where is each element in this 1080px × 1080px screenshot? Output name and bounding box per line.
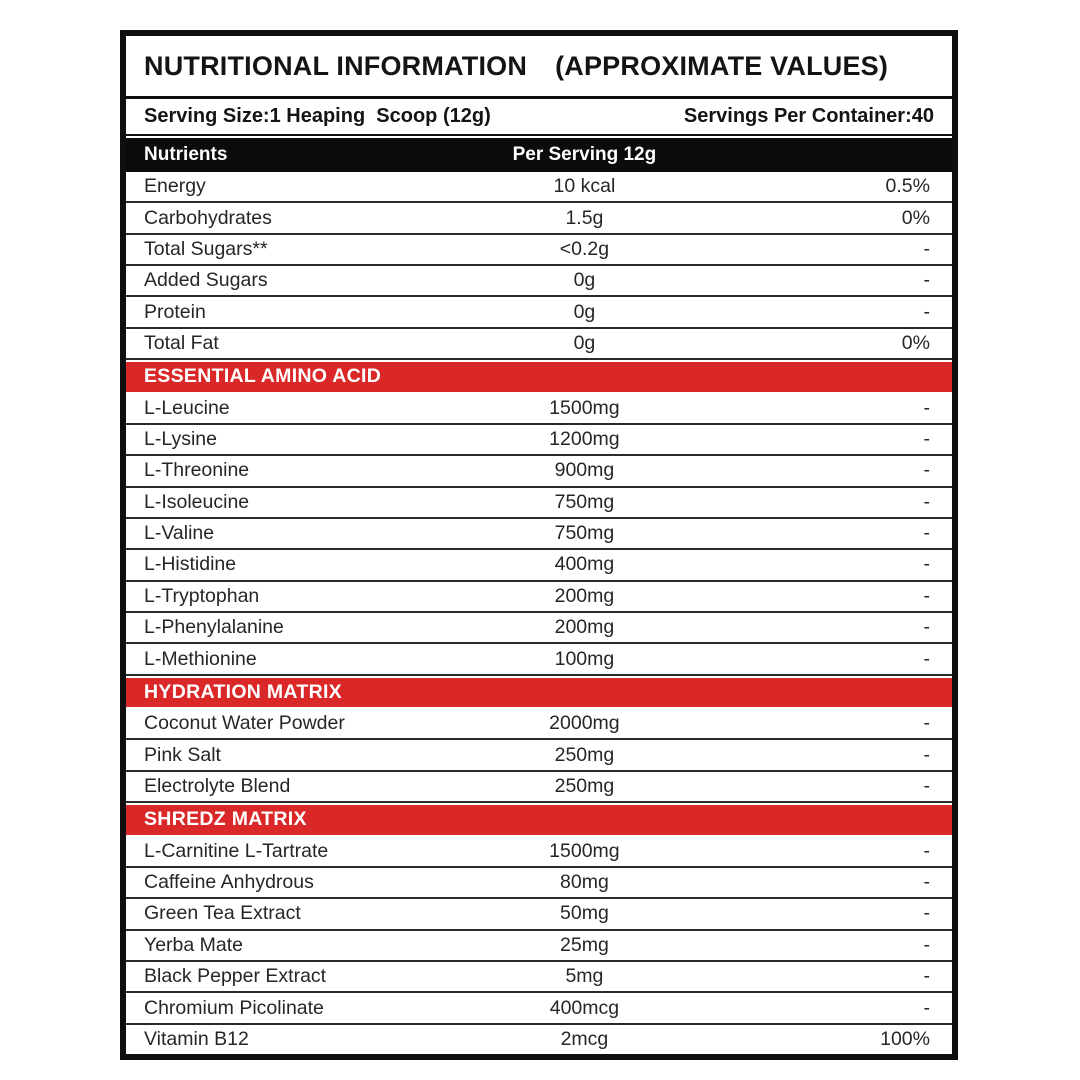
nutrient-percent: - [923,584,930,607]
nutrient-amount: 50mg [560,902,609,925]
nutrient-name: Protein [144,300,206,323]
rows-area [126,172,952,1054]
column-header-nutrients: Nutrients [144,144,228,165]
nutrient-name: Black Pepper Extract [144,965,327,988]
nutrient-name: Pink Salt [144,743,221,766]
nutrient-row [126,266,952,297]
nutrient-row [126,931,952,962]
nutrient-name: Carbohydrates [144,206,272,229]
nutrient-amount: 250mg [554,775,615,797]
nutrient-amount: 1500mg [549,396,620,419]
nutrient-name: Chromium Picolinate [144,996,324,1019]
nutrient-amount: 1500mg [549,839,620,862]
nutrient-percent: - [923,775,930,797]
servings-per-container-text: Servings Per Container:40 [683,105,934,127]
nutrient-amount: 0g [573,300,596,323]
nutrient-name: Yerba Mate [144,933,244,956]
nutrient-name: L-Isoleucine [144,490,250,513]
column-header-per-serving: Per Serving 12g [512,144,657,165]
nutrient-name: L-Carnitine L-Tartrate [144,839,329,862]
nutrient-name: Total Sugars** [144,237,268,260]
nutrient-amount: 750mg [554,522,615,545]
nutrient-amount: <0.2g [559,237,610,260]
nutrient-name: Coconut Water Powder [144,712,345,735]
nutrient-amount: 0g [573,269,596,292]
nutrient-percent: - [923,300,930,323]
nutrient-name: L-Threonine [144,459,250,482]
nutrient-percent: - [923,490,930,513]
section-header: ESSENTIAL AMINO ACID [126,360,952,393]
label-title-bar [126,36,952,99]
section-header: HYDRATION MATRIX [126,676,952,709]
nutrient-name: Vitamin B12 [144,1027,249,1050]
nutrient-row [126,993,952,1024]
nutrient-percent: - [923,647,930,670]
nutrient-row [126,1025,952,1054]
nutrient-amount: 400mcg [549,996,620,1019]
nutrient-percent: - [923,933,930,956]
nutrient-percent: - [923,553,930,576]
column-header-bar [126,138,952,172]
nutrient-percent: 0% [901,331,930,354]
nutrient-percent: 0.5% [885,175,930,198]
nutrient-amount: 1200mg [549,428,620,451]
nutrient-row [126,837,952,868]
nutrient-row [126,899,952,930]
nutrient-amount: 80mg [560,871,609,894]
nutrient-name: L-Valine [144,522,215,545]
nutrient-amount: 750mg [554,490,615,513]
nutrient-name: Added Sugars [144,269,268,292]
nutrient-amount: 5mg [565,965,604,988]
nutrient-percent: - [923,522,930,545]
nutrient-percent: - [923,237,930,260]
nutrient-amount: 100mg [554,647,615,670]
nutrient-percent: - [923,743,930,766]
nutrient-percent: - [923,616,930,639]
nutrient-row [126,519,952,550]
nutrient-percent: - [923,871,930,894]
nutrient-name: Total Fat [144,331,219,354]
nutrient-amount: 400mg [554,553,615,576]
nutrient-percent: 100% [880,1027,930,1050]
nutrient-name: L-Phenylalanine [144,616,284,639]
nutrient-name: Electrolyte Blend [144,775,291,797]
nutrient-row [126,709,952,740]
serving-size-text: Serving Size:1 Heaping Scoop (12g) [144,105,491,127]
nutrient-row [126,172,952,203]
section-header: SHREDZ MATRIX [126,803,952,836]
nutrient-row [126,772,952,803]
nutrient-percent: - [923,428,930,451]
nutrient-percent: - [923,459,930,482]
nutrient-row [126,235,952,266]
nutrient-percent: - [923,396,930,419]
nutrient-name: L-Leucine [144,396,230,419]
nutrient-name: Energy [144,175,206,198]
nutrient-amount: 0g [573,331,596,354]
nutrient-amount: 10 kcal [553,175,616,198]
serving-info-row [126,99,952,136]
nutrient-amount: 200mg [554,584,615,607]
nutrient-row [126,456,952,487]
nutrient-row [126,582,952,613]
nutrient-row [126,962,952,993]
nutrient-percent: 0% [901,206,930,229]
nutrient-row [126,329,952,360]
nutrient-row [126,394,952,425]
nutrient-percent: - [923,965,930,988]
nutrient-amount: 900mg [554,459,615,482]
nutrient-row [126,488,952,519]
nutrient-row [126,868,952,899]
nutrient-amount: 200mg [554,616,615,639]
nutrient-amount: 2mcg [560,1027,609,1050]
nutrient-name: Caffeine Anhydrous [144,871,314,894]
nutrition-label [120,30,958,1060]
nutrient-amount: 1.5g [565,206,604,229]
label-title: NUTRITIONAL INFORMATION [144,50,528,81]
nutrient-row [126,425,952,456]
nutrient-percent: - [923,996,930,1019]
nutrient-name: L-Histidine [144,553,237,576]
nutrient-name: L-Methionine [144,647,257,670]
nutrient-row [126,740,952,771]
nutrient-row [126,203,952,234]
nutrient-name: L-Tryptophan [144,584,260,607]
nutrient-name: Green Tea Extract [144,902,301,925]
nutrient-amount: 2000mg [549,712,620,735]
nutrient-percent: - [923,712,930,735]
nutrient-percent: - [923,269,930,292]
nutrient-row [126,297,952,328]
nutrient-name: L-Lysine [144,428,217,451]
nutrient-row [126,550,952,581]
nutrient-amount: 25mg [560,933,609,956]
nutrient-percent: - [923,902,930,925]
nutrient-amount: 250mg [554,743,615,766]
nutrient-percent: - [923,839,930,862]
nutrient-row [126,644,952,675]
nutrient-row [126,613,952,644]
label-title-suffix: (APPROXIMATE VALUES) [555,50,889,81]
